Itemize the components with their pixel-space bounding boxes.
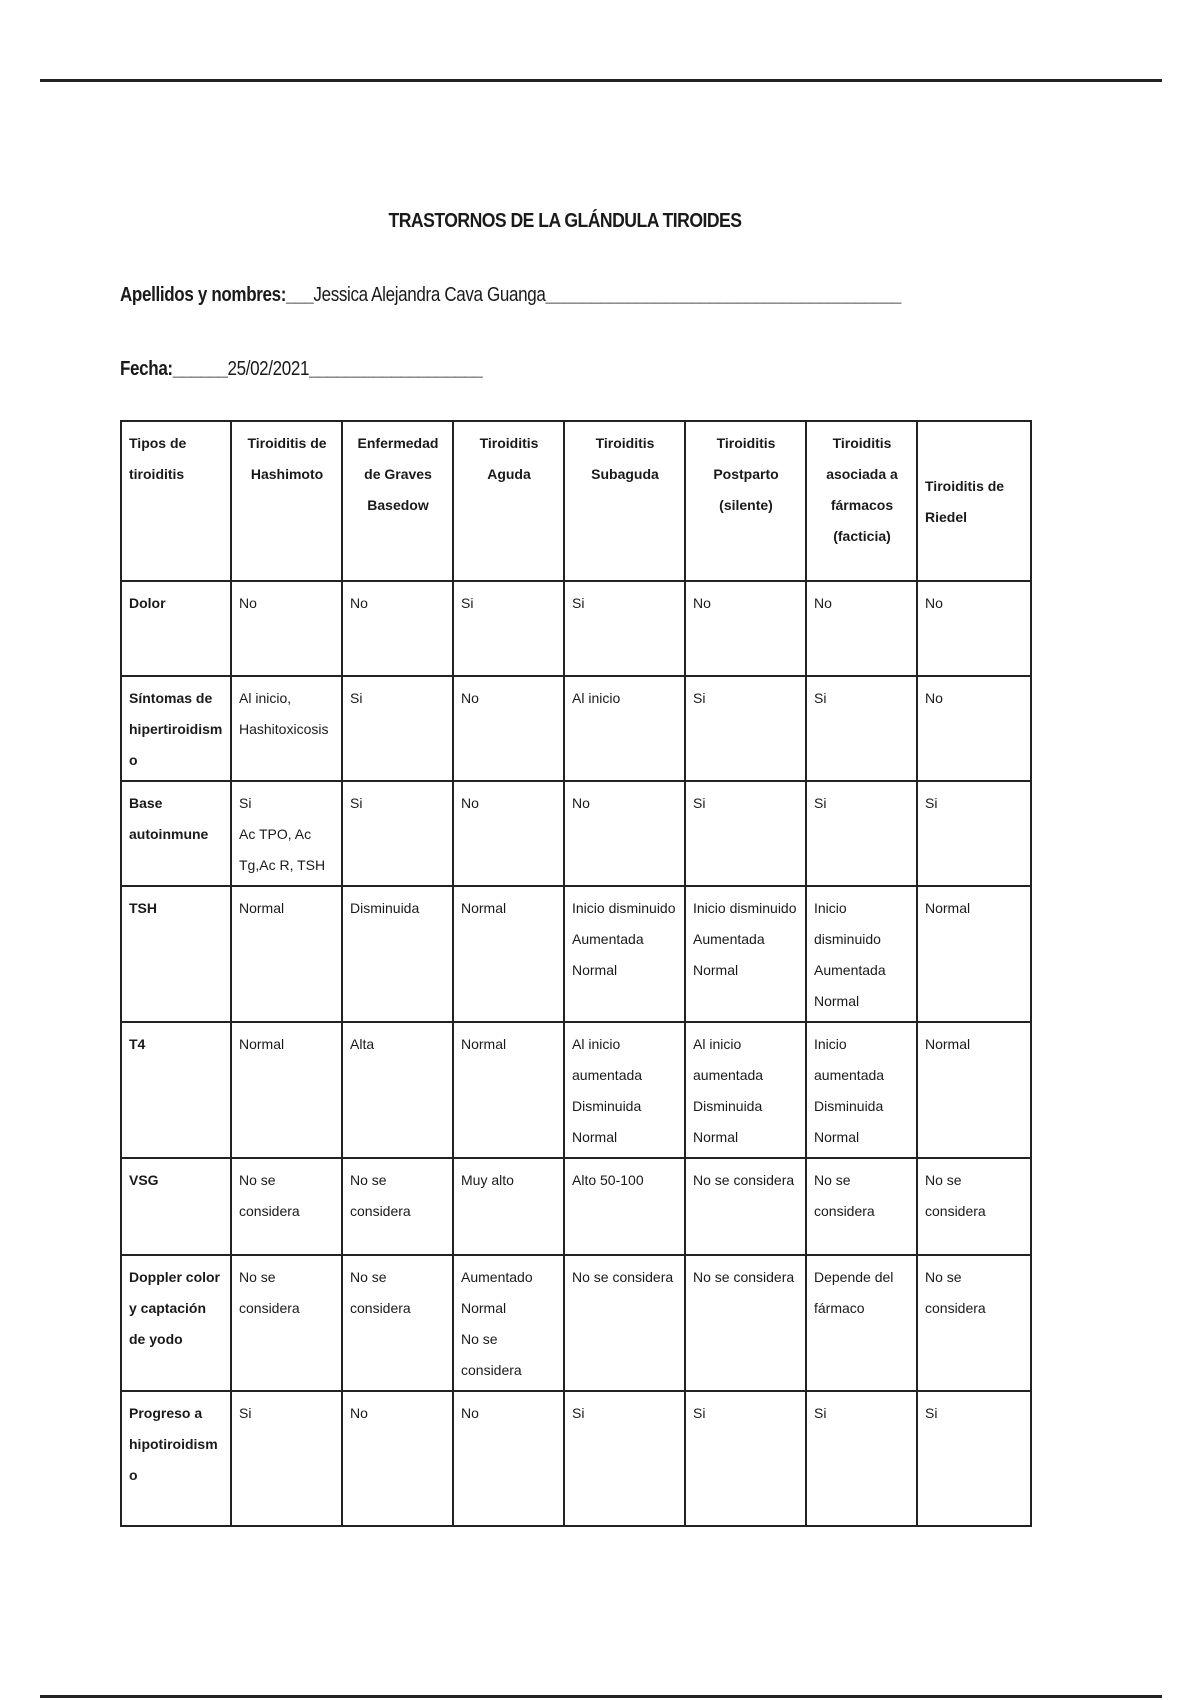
date-label: Fecha: [120,358,173,380]
table-cell: No se considera [917,1158,1031,1255]
name-lead-underline: ___ [286,284,314,306]
row-label: Dolor [121,581,231,676]
table-cell: No se considera [342,1158,453,1255]
table-cell: Normal [453,886,564,1022]
table-cell: Si [917,1391,1031,1526]
table-cell: No [564,781,685,886]
header-cell: Enfermedad de Graves Basedow [342,421,453,581]
table-row [121,581,1031,676]
table-cell: Inicio disminuido Aumentada Normal [806,886,917,1022]
table-cell: Si [564,581,685,676]
table-row [121,781,1031,886]
table-cell: Si [342,781,453,886]
table-cell: No [917,676,1031,781]
table-cell: No [453,1391,564,1526]
table-cell: No [342,1391,453,1526]
table-cell: No se considera [806,1158,917,1255]
table-row [121,676,1031,781]
table-cell: No [453,781,564,886]
table-cell: Si [231,1391,342,1526]
top-rule [40,79,1162,82]
table-body [121,581,1031,1526]
document-title: TRASTORNOS DE LA GLÁNDULA TIROIDES [388,210,742,232]
header-cell: Tiroiditis Postparto (silente) [685,421,806,581]
table-cell: Aumentado Normal No se considera [453,1255,564,1391]
date-lead-underline: ______ [172,358,228,380]
row-label: Doppler color y captación de yodo [121,1255,231,1391]
date-field [120,358,482,381]
header-cell: Tiroiditis Aguda [453,421,564,581]
table-cell: Depende del fármaco [806,1255,917,1391]
table-cell: Si [806,781,917,886]
table-cell: Si [685,1391,806,1526]
table-cell: No [917,581,1031,676]
table-cell: Si [564,1391,685,1526]
table-cell: No se considera [685,1158,806,1255]
date-trail-underline: ___________________ [309,358,483,380]
row-label: Base autoinmune [121,781,231,886]
row-label: Progreso a hipotiroidismo [121,1391,231,1526]
name-trail-underline: _______________________________________ [545,284,901,306]
table-cell: Disminuida [342,886,453,1022]
table-cell: Normal [231,886,342,1022]
table-cell: Si [685,781,806,886]
bottom-rule [40,1695,1162,1698]
header-cell: Tiroiditis Subaguda [564,421,685,581]
table-cell: Si [342,676,453,781]
table-cell: No se considera [231,1255,342,1391]
table-cell: No se considera [564,1255,685,1391]
name-value: Jessica Alejandra Cava Guanga [313,284,546,306]
table-row [121,1255,1031,1391]
table-cell: Si [806,1391,917,1526]
header-cell: Tiroiditis de Riedel [917,421,1031,581]
header-cell: Tiroiditis de Hashimoto [231,421,342,581]
table-row [121,886,1031,1022]
header-row [121,421,1031,581]
table-cell: Si [806,676,917,781]
table-cell: No [342,581,453,676]
table-cell: Alta [342,1022,453,1158]
table-cell: Muy alto [453,1158,564,1255]
table-cell: Si [453,581,564,676]
name-label: Apellidos y nombres: [120,284,287,306]
table-cell: Si [685,676,806,781]
table-cell: No se considera [917,1255,1031,1391]
table-cell: No se considera [685,1255,806,1391]
row-label: T4 [121,1022,231,1158]
table-cell: Al inicio, Hashitoxicosis [231,676,342,781]
thyroiditis-table [120,420,1032,1527]
row-label: TSH [121,886,231,1022]
table-cell: No [685,581,806,676]
header-cell: Tiroiditis asociada a fármacos (facticia) [806,421,917,581]
table-cell: Inicio disminuido Aumentada Normal [564,886,685,1022]
table-cell: Al inicio aumentada Disminuida Normal [685,1022,806,1158]
table-cell: Normal [453,1022,564,1158]
date-value: 25/02/2021 [227,358,310,380]
name-field [120,284,901,307]
table-row [121,1158,1031,1255]
table-cell: Inicio aumentada Disminuida Normal [806,1022,917,1158]
table-cell: No [806,581,917,676]
table-cell: Alto 50-100 [564,1158,685,1255]
table-cell: No se considera [342,1255,453,1391]
table-cell: No se considera [231,1158,342,1255]
table-cell: Normal [917,886,1031,1022]
table-cell: No [231,581,342,676]
table-cell: Al inicio aumentada Disminuida Normal [564,1022,685,1158]
row-label: VSG [121,1158,231,1255]
table-row [121,1391,1031,1526]
header-cell: Tipos de tiroiditis [121,421,231,581]
table-cell: Si Ac TPO, Ac Tg,Ac R, TSH [231,781,342,886]
table-cell: Normal [917,1022,1031,1158]
table-cell: Al inicio [564,676,685,781]
table-row [121,1022,1031,1158]
table-cell: No [453,676,564,781]
table-cell: Inicio disminuido Aumentada Normal [685,886,806,1022]
row-label: Síntomas de hipertiroidismo [121,676,231,781]
table-cell: Si [917,781,1031,886]
table-header [121,421,1031,581]
table-cell: Normal [231,1022,342,1158]
